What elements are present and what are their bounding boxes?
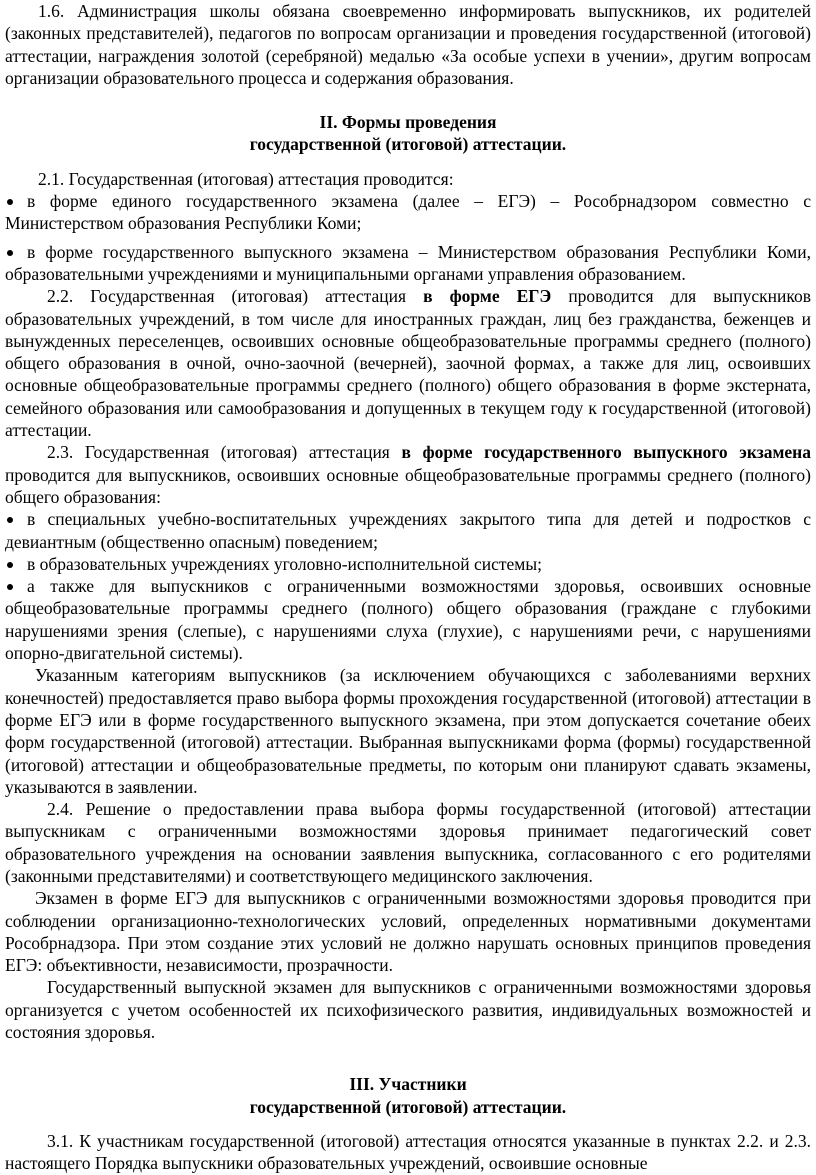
paragraph-2-2-after: проводится для выпускников образовательных учреждений, в том числе для иностранных граждан, лиц без гражданства, беженцев и вынужденных переселенцев, освоивших основные общеобразовательные программы среднего (полного) общего образования в очной, очно-заочной (вечерней), заочной формах, а также для лиц, освоивших основные общеобразовательные программы среднего (полного) общего образования в форме экстерната, семейного образования или самообразования и допущенных в текущем году к государственной (итоговой) аттестации. xyxy=(5,286,812,441)
paragraph-2-2-bold: в форме ЕГЭ xyxy=(423,286,552,307)
paragraph-exam-ege: Экзамен в форме ЕГЭ для выпускников с ограниченными возможностями здоровья проводится при соблюдении организационно-технологических условий, определенных нормативными документами Рособрнадзора. При этом создание этих условий не должно нарушать основных принципов проведения ЕГЭ: объективности, независимости, прозрачности. xyxy=(5,888,811,976)
bullet-item xyxy=(5,508,811,553)
spacer xyxy=(5,1118,811,1130)
paragraph-2-1: 2.1. Государственная (итоговая) аттестация проводится: xyxy=(38,168,454,189)
bullet-item xyxy=(5,241,811,286)
paragraph-2-2-before: 2.2. Государственная (итоговая) аттестация xyxy=(47,286,424,307)
paragraph-state-exam: Государственный выпускной экзамен для выпускников с ограниченными возможностями здоровья организуется с учетом особенностей их психофизического развития, индивидуальных возможностей и состояния здоровья. xyxy=(5,977,811,1043)
bullet-text: в форме единого государственного экзамена (далее – ЕГЭ) – Рособрнадзором совместно с Министерством образования Республики Коми; xyxy=(5,191,811,234)
spacer xyxy=(5,156,811,168)
paragraph-2-3-after: проводится для выпускников, освоивших основные общеобразовательные программы среднего (полного) общего образования: xyxy=(5,464,811,507)
paragraph-3-1: 3.1. К участникам государственной (итоговой) аттестация относятся указанные в пунктах 2.2. и 2.3. настоящего Порядка выпускники образовательных учреждений, освоившие основные xyxy=(5,1130,811,1174)
bullet-dot-icon xyxy=(7,584,13,590)
paragraph-2-4: 2.4. Решение о предоставлении права выбора формы государственной (итоговой) аттестации выпускникам с ограниченными возможностями здоровья принимает педагогический совет образовательного учреждения на основании заявления выпускника, согласованного с его родителями (законными представителями) и соответствующего медицинского заключения. xyxy=(5,799,811,886)
spacer xyxy=(5,89,811,111)
paragraph-2-3 xyxy=(5,441,811,508)
bullet-dot-icon xyxy=(7,250,13,256)
section-2-title-line-2: государственной (итоговой) аттестации. xyxy=(249,134,567,155)
bullet-text: в образовательных учреждениях уголовно-исполнительной системы; xyxy=(27,553,543,574)
paragraph-2-2 xyxy=(5,285,811,441)
bullet-text: в форме государственного выпускного экзамена – Министерством образования Республики Коми, образовательными учреждениями и муниципальными органами управления образованием. xyxy=(5,241,811,284)
bullet-dot-icon xyxy=(7,562,13,568)
section-3-title-line-2: государственной (итоговой) аттестации. xyxy=(249,1096,567,1117)
bullet-dot-icon xyxy=(7,517,13,523)
spacer xyxy=(5,1043,811,1073)
bullet-dot-icon xyxy=(7,199,13,205)
paragraph-categories: Указанным категориям выпускников (за исключением обучающихся с заболеваниями верхних конечностей) предоставляется право выбора формы прохождения государственной (итоговой) аттестации в форме ЕГЭ или в форме государственного выпускного экзамена, при этом допускается сочетание обеих форм государственной (итоговой) аттестации. Выбранная выпускниками форма (формы) государственной (итоговой) аттестации и общеобразовательные предметы, по которым они планируют сдавать экзамены, указываются в заявлении. xyxy=(5,665,811,797)
bullet-text: в специальных учебно-воспитательных учреждениях закрытого типа для детей и подростков с девиантным (общественно опасным) поведением; xyxy=(5,509,811,552)
section-3-title-line-1: III. Участники xyxy=(349,1074,467,1095)
paragraph-2-3-bold: в форме государственного выпускного экзамена xyxy=(401,442,812,463)
section-2-title-line-1: II. Формы проведения xyxy=(319,112,497,133)
bullet-item xyxy=(5,553,811,575)
bullet-item xyxy=(5,575,811,664)
paragraph-2-3-before: 2.3. Государственная (итоговая) аттестация xyxy=(47,442,402,463)
paragraph-1-6: 1.6. Администрация школы обязана своевременно информировать выпускников, их родителей (законных представителей), педагогов по вопросам организации и проведения государственной (итоговой) аттестации, награждения золотой (серебряной) медалью «За особые успехи в учении», другим вопросам организации образовательного процесса и содержания образования. xyxy=(5,1,811,88)
bullet-text: а также для выпускников с ограниченными возможностями здоровья, освоивших основные общеобразовательные программы среднего (полного) общего образования (граждане с глубокими нарушениями зрения (слепые), с нарушениями слуха (глухие), с нарушениями речи, с нарушениями опорно-двигательной системы). xyxy=(5,576,811,664)
bullet-item xyxy=(5,190,811,235)
